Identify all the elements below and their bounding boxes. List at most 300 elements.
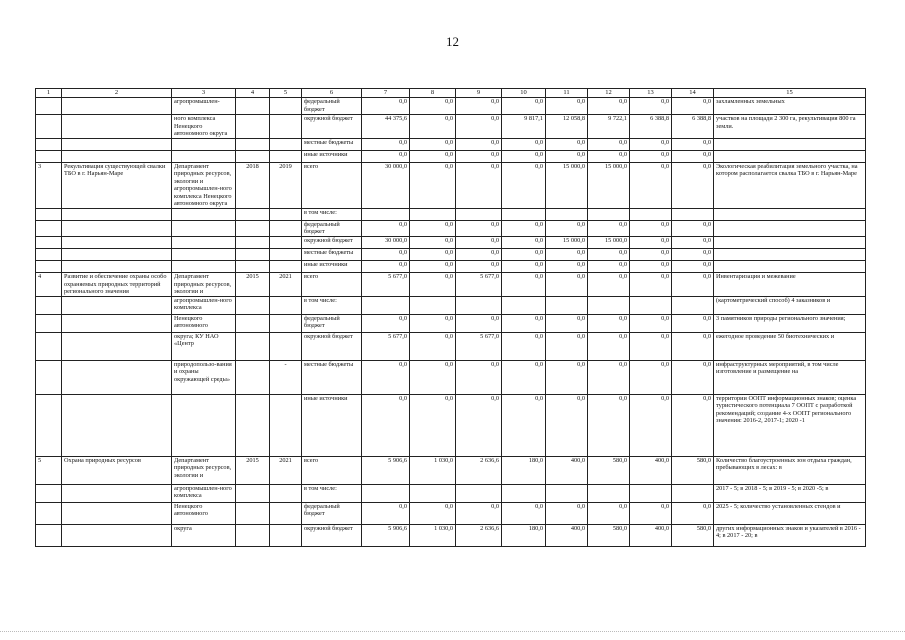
cell-col-10: 0,0 <box>502 314 546 332</box>
cell-col-10: 9 817,1 <box>502 115 546 139</box>
cell-col-13: 0,0 <box>630 138 672 150</box>
cell-col-13: 400,0 <box>630 456 672 484</box>
cell-col-12: 15 000,0 <box>588 162 630 208</box>
cell-col-6: иные источники <box>302 394 362 456</box>
cell-col-7: 0,0 <box>362 261 410 273</box>
cell-col-5 <box>270 296 302 314</box>
cell-col-4: 2015 <box>236 456 270 484</box>
cell-col-14: 0,0 <box>672 502 714 524</box>
cell-col-15: (картометрический способ) 4 заказников и <box>714 296 866 314</box>
cell-col-9: 0,0 <box>456 220 502 236</box>
cell-col-3: округа <box>172 524 236 546</box>
cell-col-14 <box>672 208 714 220</box>
cell-col-9: 0,0 <box>456 237 502 249</box>
cell-col-4 <box>236 115 270 139</box>
cell-col-3 <box>172 394 236 456</box>
cell-col-4 <box>236 360 270 394</box>
cell-col-14: 0,0 <box>672 261 714 273</box>
cell-col-8: 0,0 <box>410 332 456 360</box>
cell-col-1 <box>36 138 62 150</box>
cell-col-1: 5 <box>36 456 62 484</box>
cell-col-4: 2015 <box>236 273 270 297</box>
cell-col-10: 0,0 <box>502 162 546 208</box>
cell-col-11: 0,0 <box>546 98 588 115</box>
cell-col-5 <box>270 502 302 524</box>
cell-col-8: 0,0 <box>410 220 456 236</box>
cell-col-14: 0,0 <box>672 220 714 236</box>
col-header: 5 <box>270 89 302 98</box>
cell-col-13: 0,0 <box>630 261 672 273</box>
col-header: 8 <box>410 89 456 98</box>
col-header: 1 <box>36 89 62 98</box>
cell-col-8: 1 030,0 <box>410 524 456 546</box>
cell-col-13: 0,0 <box>630 502 672 524</box>
cell-col-4 <box>236 138 270 150</box>
cell-col-15: ежегодное проведение 50 биотехнических и <box>714 332 866 360</box>
cell-col-5 <box>270 261 302 273</box>
cell-col-6: всего <box>302 456 362 484</box>
table-row <box>36 237 866 249</box>
cell-col-13: 0,0 <box>630 98 672 115</box>
cell-col-13: 0,0 <box>630 162 672 208</box>
cell-col-4 <box>236 502 270 524</box>
cell-col-7: 0,0 <box>362 138 410 150</box>
cell-col-12: 0,0 <box>588 98 630 115</box>
cell-col-11 <box>546 208 588 220</box>
cell-col-2: Развитие и обеспечение охраны особо охраняемых природных территорий регионального значения <box>62 273 172 297</box>
cell-col-3 <box>172 237 236 249</box>
cell-col-9 <box>456 296 502 314</box>
cell-col-9: 0,0 <box>456 360 502 394</box>
cell-col-1 <box>36 502 62 524</box>
cell-col-4 <box>236 394 270 456</box>
table-row <box>36 314 866 332</box>
col-header: 11 <box>546 89 588 98</box>
cell-col-15: Экологическая реабилитация земельного участка, на котором располагается свалка ТБО в г. Нарьян-Маре <box>714 162 866 208</box>
cell-col-6: местные бюджеты <box>302 138 362 150</box>
cell-col-11 <box>546 296 588 314</box>
cell-col-2 <box>62 208 172 220</box>
cell-col-13: 0,0 <box>630 150 672 162</box>
cell-col-10: 180,0 <box>502 524 546 546</box>
cell-col-11: 12 058,8 <box>546 115 588 139</box>
cell-col-6: федеральный бюджет <box>302 502 362 524</box>
cell-col-3 <box>172 249 236 261</box>
cell-col-9: 0,0 <box>456 314 502 332</box>
cell-col-2 <box>62 394 172 456</box>
cell-col-6: в том числе: <box>302 484 362 502</box>
cell-col-14: 580,0 <box>672 456 714 484</box>
cell-col-6: местные бюджеты <box>302 249 362 261</box>
cell-col-11: 0,0 <box>546 502 588 524</box>
cell-col-5 <box>270 314 302 332</box>
cell-col-2 <box>62 98 172 115</box>
cell-col-4 <box>236 314 270 332</box>
cell-col-12: 0,0 <box>588 360 630 394</box>
cell-col-2 <box>62 502 172 524</box>
cell-col-9: 0,0 <box>456 261 502 273</box>
cell-col-7: 0,0 <box>362 502 410 524</box>
cell-col-15: инфраструктурных мероприятий, в том числе изготовление и размещение на <box>714 360 866 394</box>
cell-col-3: Ненецкого автономного <box>172 502 236 524</box>
cell-col-8: 0,0 <box>410 115 456 139</box>
cell-col-15 <box>714 138 866 150</box>
cell-col-6: иные источники <box>302 261 362 273</box>
cell-col-7: 0,0 <box>362 249 410 261</box>
table-row <box>36 220 866 236</box>
col-header: 14 <box>672 89 714 98</box>
cell-col-14: 6 388,8 <box>672 115 714 139</box>
col-header: 2 <box>62 89 172 98</box>
cell-col-4 <box>236 524 270 546</box>
cell-col-1 <box>36 314 62 332</box>
cell-col-4 <box>236 98 270 115</box>
cell-col-15: Количество благоустроенных зон отдыха граждан, пребывающих в лесах: в <box>714 456 866 484</box>
cell-col-11: 0,0 <box>546 332 588 360</box>
cell-col-2 <box>62 138 172 150</box>
cell-col-9: 2 636,6 <box>456 524 502 546</box>
cell-col-11: 15 000,0 <box>546 237 588 249</box>
cell-col-8: 0,0 <box>410 273 456 297</box>
cell-col-10: 0,0 <box>502 502 546 524</box>
table-body <box>36 98 866 547</box>
cell-col-3: агропромышлен- <box>172 98 236 115</box>
table-row <box>36 115 866 139</box>
cell-col-14: 0,0 <box>672 360 714 394</box>
cell-col-9: 0,0 <box>456 115 502 139</box>
cell-col-2 <box>62 332 172 360</box>
cell-col-2 <box>62 296 172 314</box>
cell-col-11: 0,0 <box>546 220 588 236</box>
cell-col-7: 30 000,0 <box>362 237 410 249</box>
cell-col-2 <box>62 237 172 249</box>
cell-col-9: 5 677,0 <box>456 273 502 297</box>
cell-col-12: 0,0 <box>588 138 630 150</box>
cell-col-10: 0,0 <box>502 150 546 162</box>
cell-col-2: Рекультивация существующей свалки ТБО в г. Нарьян-Маре <box>62 162 172 208</box>
cell-col-2 <box>62 115 172 139</box>
cell-col-14: 0,0 <box>672 273 714 297</box>
cell-col-7: 5 677,0 <box>362 273 410 297</box>
cell-col-5: 2021 <box>270 456 302 484</box>
cell-col-10: 0,0 <box>502 249 546 261</box>
col-header: 10 <box>502 89 546 98</box>
cell-col-10: 180,0 <box>502 456 546 484</box>
cell-col-14: 0,0 <box>672 98 714 115</box>
table-row <box>36 456 866 484</box>
cell-col-5 <box>270 249 302 261</box>
table-row <box>36 273 866 297</box>
cell-col-14: 0,0 <box>672 249 714 261</box>
col-header: 3 <box>172 89 236 98</box>
cell-col-3: агропромышлен-ного комплекса <box>172 296 236 314</box>
cell-col-12 <box>588 484 630 502</box>
cell-col-8: 0,0 <box>410 237 456 249</box>
cell-col-8 <box>410 208 456 220</box>
cell-col-9: 0,0 <box>456 150 502 162</box>
cell-col-14 <box>672 484 714 502</box>
cell-col-13: 0,0 <box>630 249 672 261</box>
cell-col-12: 0,0 <box>588 332 630 360</box>
cell-col-6: всего <box>302 273 362 297</box>
cell-col-9 <box>456 484 502 502</box>
cell-col-9 <box>456 208 502 220</box>
cell-col-5 <box>270 484 302 502</box>
cell-col-3 <box>172 220 236 236</box>
cell-col-13: 0,0 <box>630 394 672 456</box>
cell-col-6: федеральный бюджет <box>302 220 362 236</box>
cell-col-14: 0,0 <box>672 162 714 208</box>
page-number: 12 <box>446 34 459 49</box>
cell-col-4 <box>236 220 270 236</box>
cell-col-2 <box>62 261 172 273</box>
cell-col-6: иные источники <box>302 150 362 162</box>
cell-col-8: 0,0 <box>410 98 456 115</box>
cell-col-1 <box>36 237 62 249</box>
cell-col-3: Ненецкого автономного <box>172 314 236 332</box>
program-table <box>35 88 866 547</box>
cell-col-12 <box>588 208 630 220</box>
cell-col-5: 2019 <box>270 162 302 208</box>
cell-col-11: 15 000,0 <box>546 162 588 208</box>
cell-col-13 <box>630 208 672 220</box>
cell-col-1 <box>36 360 62 394</box>
cell-col-3: природопользо-вания и охраны окружающей среды» <box>172 360 236 394</box>
table-row <box>36 360 866 394</box>
cell-col-10 <box>502 208 546 220</box>
table-row <box>36 484 866 502</box>
cell-col-13: 0,0 <box>630 332 672 360</box>
cell-col-9: 0,0 <box>456 502 502 524</box>
cell-col-4 <box>236 150 270 162</box>
cell-col-8: 0,0 <box>410 314 456 332</box>
cell-col-7: 0,0 <box>362 98 410 115</box>
col-header: 12 <box>588 89 630 98</box>
cell-col-8: 0,0 <box>410 261 456 273</box>
cell-col-1 <box>36 98 62 115</box>
cell-col-6: всего <box>302 162 362 208</box>
cell-col-15: 2017 - 5; в 2018 - 5; в 2019 - 5; в 2020 -5; в <box>714 484 866 502</box>
cell-col-6: окружной бюджет <box>302 524 362 546</box>
table-row <box>36 150 866 162</box>
cell-col-7: 0,0 <box>362 220 410 236</box>
table-row <box>36 502 866 524</box>
cell-col-7: 0,0 <box>362 150 410 162</box>
cell-col-6: окружной бюджет <box>302 332 362 360</box>
cell-col-5 <box>270 208 302 220</box>
cell-col-3 <box>172 261 236 273</box>
cell-col-6: федеральный бюджет <box>302 314 362 332</box>
col-header: 15 <box>714 89 866 98</box>
cell-col-5 <box>270 220 302 236</box>
column-number-row <box>36 89 866 98</box>
table-row <box>36 208 866 220</box>
cell-col-13 <box>630 296 672 314</box>
cell-col-7: 44 375,6 <box>362 115 410 139</box>
cell-col-14: 0,0 <box>672 332 714 360</box>
cell-col-3: ного комплекса Ненецкого автономного округа <box>172 115 236 139</box>
cell-col-12 <box>588 296 630 314</box>
cell-col-7: 5 906,6 <box>362 524 410 546</box>
cell-col-4 <box>236 208 270 220</box>
cell-col-2 <box>62 360 172 394</box>
cell-col-10: 0,0 <box>502 220 546 236</box>
cell-col-1 <box>36 150 62 162</box>
cell-col-1 <box>36 208 62 220</box>
cell-col-2 <box>62 150 172 162</box>
col-header: 13 <box>630 89 672 98</box>
cell-col-3: Департамент природных ресурсов, экологии и агропромышлен-ного комплекса Ненецкого автономного округа <box>172 162 236 208</box>
cell-col-13 <box>630 484 672 502</box>
cell-col-4 <box>236 296 270 314</box>
cell-col-5 <box>270 150 302 162</box>
cell-col-3: агропромышлен-ного комплекса <box>172 484 236 502</box>
cell-col-9: 0,0 <box>456 162 502 208</box>
cell-col-4 <box>236 237 270 249</box>
cell-col-15 <box>714 220 866 236</box>
cell-col-2 <box>62 484 172 502</box>
cell-col-9: 0,0 <box>456 249 502 261</box>
cell-col-12: 0,0 <box>588 261 630 273</box>
cell-col-8: 0,0 <box>410 162 456 208</box>
cell-col-5 <box>270 237 302 249</box>
col-header: 9 <box>456 89 502 98</box>
cell-col-15: территории ООПТ информационных знаков; оценка туристического потенциала 7 ООПТ с разработкой рекомендаций; создание 4-х ООПТ регионального значения: 2016-2, 2017-1; 2020 -1 <box>714 394 866 456</box>
cell-col-9: 5 677,0 <box>456 332 502 360</box>
table-row <box>36 162 866 208</box>
cell-col-12: 15 000,0 <box>588 237 630 249</box>
table-row <box>36 249 866 261</box>
cell-col-6: федеральный бюджет <box>302 98 362 115</box>
cell-col-10: 0,0 <box>502 273 546 297</box>
cell-col-15 <box>714 249 866 261</box>
cell-col-6: в том числе: <box>302 208 362 220</box>
cell-col-5 <box>270 394 302 456</box>
cell-col-7: 5 677,0 <box>362 332 410 360</box>
cell-col-1 <box>36 332 62 360</box>
cell-col-10: 0,0 <box>502 360 546 394</box>
cell-col-8: 1 030,0 <box>410 456 456 484</box>
cell-col-13: 0,0 <box>630 273 672 297</box>
cell-col-9: 0,0 <box>456 138 502 150</box>
cell-col-12: 0,0 <box>588 273 630 297</box>
cell-col-13: 400,0 <box>630 524 672 546</box>
cell-col-15: Инвентаризация и межевание <box>714 273 866 297</box>
cell-col-11: 0,0 <box>546 273 588 297</box>
cell-col-15 <box>714 150 866 162</box>
cell-col-4 <box>236 261 270 273</box>
cell-col-1 <box>36 484 62 502</box>
cell-col-13: 0,0 <box>630 237 672 249</box>
cell-col-7 <box>362 296 410 314</box>
cell-col-6: окружной бюджет <box>302 115 362 139</box>
cell-col-7: 0,0 <box>362 394 410 456</box>
cell-col-12: 0,0 <box>588 249 630 261</box>
cell-col-10: 0,0 <box>502 332 546 360</box>
cell-col-2 <box>62 249 172 261</box>
cell-col-10 <box>502 296 546 314</box>
cell-col-6: окружной бюджет <box>302 237 362 249</box>
cell-col-10 <box>502 484 546 502</box>
col-header: 7 <box>362 89 410 98</box>
cell-col-2 <box>62 524 172 546</box>
cell-col-8: 0,0 <box>410 150 456 162</box>
cell-col-11: 0,0 <box>546 150 588 162</box>
cell-col-15 <box>714 208 866 220</box>
cell-col-7: 0,0 <box>362 314 410 332</box>
cell-col-14: 580,0 <box>672 524 714 546</box>
cell-col-11: 400,0 <box>546 524 588 546</box>
cell-col-6: местные бюджеты <box>302 360 362 394</box>
cell-col-10: 0,0 <box>502 237 546 249</box>
cell-col-15 <box>714 237 866 249</box>
cell-col-5 <box>270 524 302 546</box>
cell-col-7: 0,0 <box>362 360 410 394</box>
cell-col-13: 6 388,8 <box>630 115 672 139</box>
cell-col-14: 0,0 <box>672 150 714 162</box>
cell-col-6: в том числе: <box>302 296 362 314</box>
cell-col-8: 0,0 <box>410 360 456 394</box>
cell-col-9: 0,0 <box>456 394 502 456</box>
cell-col-4 <box>236 249 270 261</box>
cell-col-15: участков на площади 2 300 га, рекультивация 800 га земли. <box>714 115 866 139</box>
cell-col-1 <box>36 261 62 273</box>
cell-col-5 <box>270 98 302 115</box>
cell-col-3 <box>172 138 236 150</box>
cell-col-10: 0,0 <box>502 138 546 150</box>
cell-col-8: 0,0 <box>410 138 456 150</box>
cell-col-9: 2 636,6 <box>456 456 502 484</box>
cell-col-8 <box>410 296 456 314</box>
cell-col-14: 0,0 <box>672 394 714 456</box>
cell-col-13: 0,0 <box>630 314 672 332</box>
cell-col-10: 0,0 <box>502 394 546 456</box>
cell-col-1: 3 <box>36 162 62 208</box>
cell-col-7: 30 000,0 <box>362 162 410 208</box>
cell-col-12: 0,0 <box>588 314 630 332</box>
table-row <box>36 524 866 546</box>
cell-col-8 <box>410 484 456 502</box>
cell-col-10: 0,0 <box>502 261 546 273</box>
cell-col-5 <box>270 138 302 150</box>
table-row <box>36 98 866 115</box>
table-row <box>36 261 866 273</box>
table-row <box>36 332 866 360</box>
cell-col-7: 5 906,6 <box>362 456 410 484</box>
cell-col-14 <box>672 296 714 314</box>
scan-artifact-line <box>0 631 905 638</box>
col-header: 4 <box>236 89 270 98</box>
cell-col-2 <box>62 220 172 236</box>
cell-col-8: 0,0 <box>410 502 456 524</box>
cell-col-11: 0,0 <box>546 314 588 332</box>
cell-col-11: 0,0 <box>546 249 588 261</box>
cell-col-3: Департамент природных ресурсов, экологии и <box>172 273 236 297</box>
cell-col-12: 580,0 <box>588 456 630 484</box>
cell-col-1 <box>36 115 62 139</box>
cell-col-2: Охрана природных ресурсов <box>62 456 172 484</box>
cell-col-4 <box>236 484 270 502</box>
table-row <box>36 138 866 150</box>
cell-col-4 <box>236 332 270 360</box>
cell-col-11: 400,0 <box>546 456 588 484</box>
cell-col-1: 4 <box>36 273 62 297</box>
cell-col-14: 0,0 <box>672 138 714 150</box>
cell-col-15: захламленных земельных <box>714 98 866 115</box>
cell-col-12: 9 722,1 <box>588 115 630 139</box>
table-row <box>36 394 866 456</box>
cell-col-15: других информационных знаков и указателей в 2016 - 4; в 2017 - 20; в <box>714 524 866 546</box>
